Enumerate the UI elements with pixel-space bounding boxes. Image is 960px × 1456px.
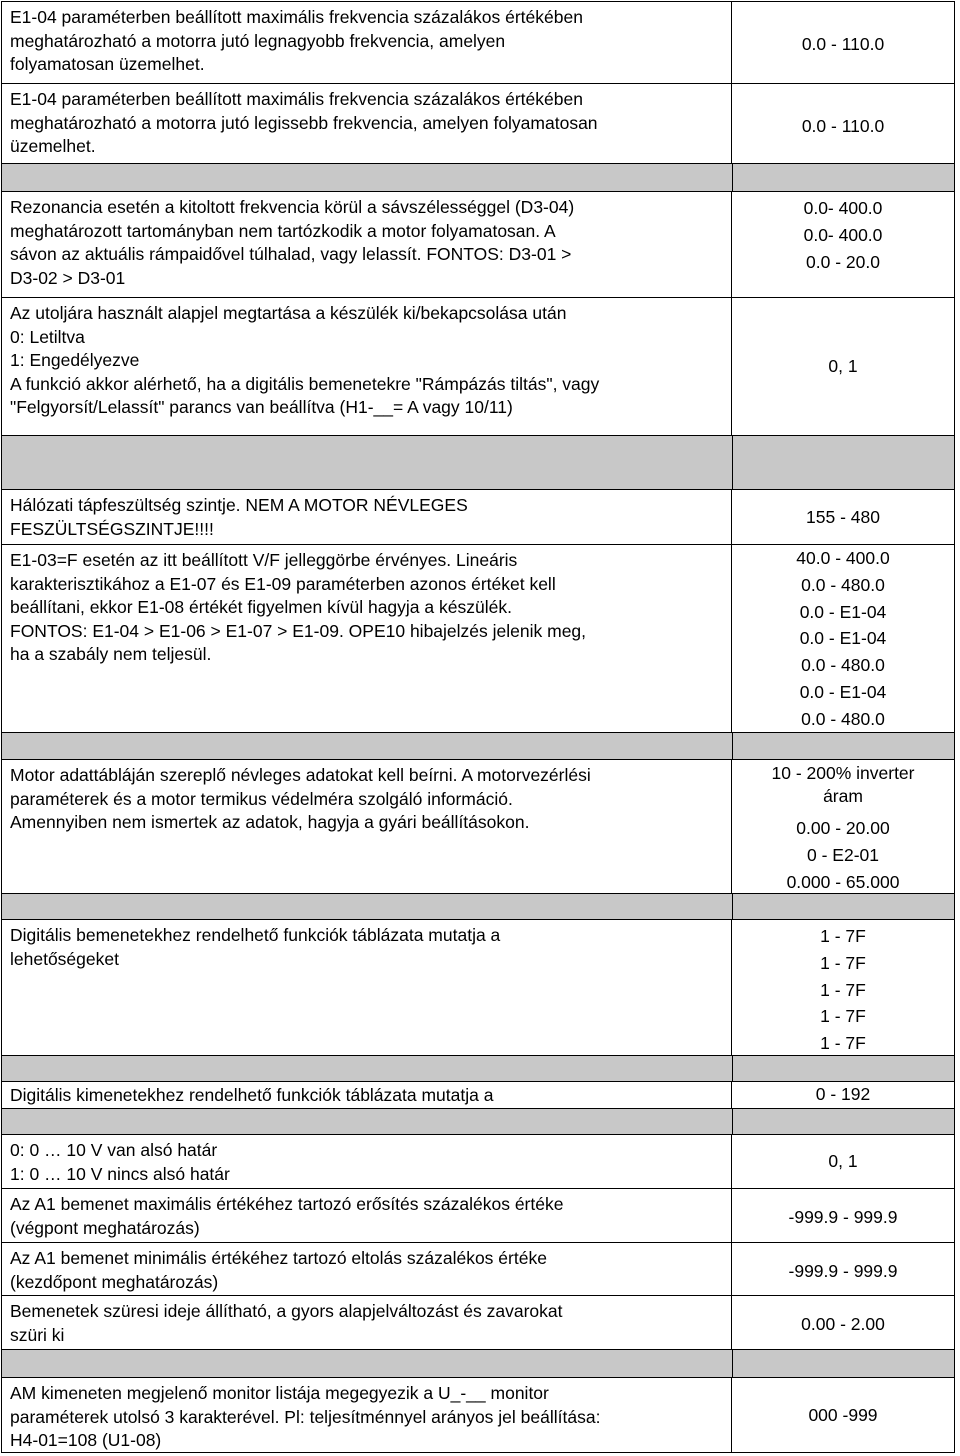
row-description: Digitális kimenetekhez rendelhető funkciók táblázata mutatja a xyxy=(2,1082,732,1108)
table-row xyxy=(2,759,954,893)
row-values xyxy=(732,1189,954,1242)
table-row xyxy=(2,1188,954,1242)
table-row xyxy=(2,1081,954,1108)
row-values xyxy=(732,760,954,893)
value-range: 0.0- 400.0 xyxy=(803,198,883,218)
row-description: Rezonancia esetén a kitoltott frekvencia körül a sávszélességgel (D3-04) meghatározott tartományban nem tartózkodik a motor folyamatosan. A sávon az aktuális rámpaidővel túlhalad, vagy lelassít. FONTOS: D3-01 > D3-02 > D3-01 xyxy=(2,192,732,297)
value-range: -999.9 - 999.9 xyxy=(788,1260,898,1281)
row-description: Digitális bemenetekhez rendelhető funkciók táblázata mutatja a lehetőségeket xyxy=(2,920,732,1055)
row-values xyxy=(732,1243,954,1295)
row-description: E1-04 paraméterben beállított maximális frekvencia százalákos értékében meghatározható a motorra jutó legnagyobb frekvencia, amelyen folyamatosan üzemelhet. xyxy=(2,2,732,83)
row-description: Motor adattábláján szereplő névleges adatokat kell beírni. A motorvezérlési paraméterek és a motor termikus védelméra szolgáló információ. Amennyiben nem ismertek az adatok, hagyja a gyári beállításokon. xyxy=(2,760,732,893)
value-range: 0.0 - 20.0 xyxy=(806,251,880,272)
table-row xyxy=(2,1134,954,1188)
separator-row xyxy=(2,1349,954,1377)
row-values xyxy=(732,1296,954,1349)
value-range: 0.0 - 110.0 xyxy=(801,116,885,136)
value-range: 0.0 - 110.0 xyxy=(801,34,885,54)
row-description: Az A1 bemenet minimális értékéhez tartozó eltolás százalékos értéke (kezdőpont meghatározás) xyxy=(2,1243,732,1295)
row-description: Hálózati tápfeszültség szintje. NEM A MOTOR NÉVLEGES FESZÜLTSÉGSZINTJE!!!! xyxy=(2,490,732,544)
table-row xyxy=(2,1242,954,1295)
value-range: 0 - E2-01 xyxy=(807,844,879,865)
value-range: 0.0 - 480.0 xyxy=(801,655,885,676)
value-range: 0.0 - 480.0 xyxy=(801,708,885,729)
value-range: 0.0 - E1-04 xyxy=(799,628,887,649)
row-description: Az A1 bemenet maximális értékéhez tartozó erősítés százalékos értéke (végpont meghatározás) xyxy=(2,1189,732,1242)
value-range: 000 -999 xyxy=(808,1404,878,1425)
row-values xyxy=(732,1082,954,1108)
value-range: 1 - 7F xyxy=(820,926,866,946)
value-range: 0 - 192 xyxy=(815,1084,871,1104)
value-range: 0.0 - E1-04 xyxy=(799,601,887,622)
row-description: Az utoljára használt alapjel megtartása a készülék ki/bekapcsolása után 0: Letiltva 1: Engedélyezve A funkció akkor alérhető, ha a digitális bemenetekre "Rámpázás tiltás", vagy "Felgyorsít/Lelassít" parancs van beállítva (H1-__= A vagy 10/11) xyxy=(2,298,732,435)
table-row xyxy=(2,191,954,297)
row-description: E1-03=F esetén az itt beállított V/F jelleggörbe érvényes. Lineáris karakterisztikához a E1-07 és E1-09 paraméterben azonos értéket kell beállítani, ekkor E1-08 értékét figyelmen kívül hagyja a készülék. FONTOS: E1-04 > E1-06 > E1-07 > E1-09. OPE10 hibajelzés jelenik meg, ha a szabály nem teljesül. xyxy=(2,545,732,732)
row-values xyxy=(732,298,954,435)
table-row xyxy=(2,1377,954,1452)
separator-row xyxy=(2,1055,954,1081)
table-row xyxy=(2,2,954,83)
value-range: 0, 1 xyxy=(828,356,858,377)
separator-row xyxy=(2,732,954,759)
row-values xyxy=(732,920,954,1055)
value-range: 0, 1 xyxy=(828,1151,858,1172)
table-row xyxy=(2,919,954,1055)
table-row xyxy=(2,83,954,163)
row-values xyxy=(732,192,954,297)
row-values xyxy=(732,84,954,163)
value-range: 1 - 7F xyxy=(820,1006,866,1027)
separator-row xyxy=(2,893,954,919)
value-range: 0.0 - 480.0 xyxy=(801,574,885,595)
separator-row xyxy=(2,435,954,489)
row-description: 0: 0 … 10 V van alsó határ 1: 0 … 10 V nincs alsó határ xyxy=(2,1135,732,1188)
row-description: Bemenetek szüresi ideje állítható, a gyors alapjelváltozást és zavarokat szüri ki xyxy=(2,1296,732,1349)
value-range: 0.00 - 2.00 xyxy=(801,1314,885,1335)
table-row xyxy=(2,297,954,435)
value-range: 1 - 7F xyxy=(820,952,866,973)
value-range: -999.9 - 999.9 xyxy=(788,1207,898,1228)
value-range: 0.0- 400.0 xyxy=(803,224,883,245)
row-description: E1-04 paraméterben beállított maximális frekvencia százalákos értékében meghatározható a motorra jutó legissebb frekvencia, amelyen folyamatosan üzemelhet. xyxy=(2,84,732,163)
value-range: 0.000 - 65.000 xyxy=(786,871,900,892)
row-values xyxy=(732,1135,954,1188)
row-description: AM kimeneten megjelenő monitor listája megegyezik a U_-__ monitor paraméterek utolsó 3 karakterével. Pl: teljesítménnyel arányos jel beállítása: H4-01=108 (U1-08) xyxy=(2,1378,732,1452)
value-range: 0.00 - 20.00 xyxy=(796,818,890,838)
row-values xyxy=(732,545,954,732)
value-range: 155 - 480 xyxy=(806,506,880,527)
value-range: 40.0 - 400.0 xyxy=(796,548,890,568)
value-range: 1 - 7F xyxy=(820,1033,866,1054)
value-range: 1 - 7F xyxy=(820,979,866,1000)
row-values xyxy=(732,1378,954,1452)
separator-row xyxy=(2,1108,954,1134)
row-values xyxy=(732,490,954,544)
value-range: 10 - 200% inverter áram xyxy=(771,763,915,806)
parameter-table xyxy=(1,1,955,1453)
table-row xyxy=(2,544,954,732)
value-range: 0.0 - E1-04 xyxy=(799,681,887,702)
table-row xyxy=(2,489,954,544)
table-row xyxy=(2,1295,954,1349)
separator-row xyxy=(2,163,954,191)
row-values xyxy=(732,2,954,83)
